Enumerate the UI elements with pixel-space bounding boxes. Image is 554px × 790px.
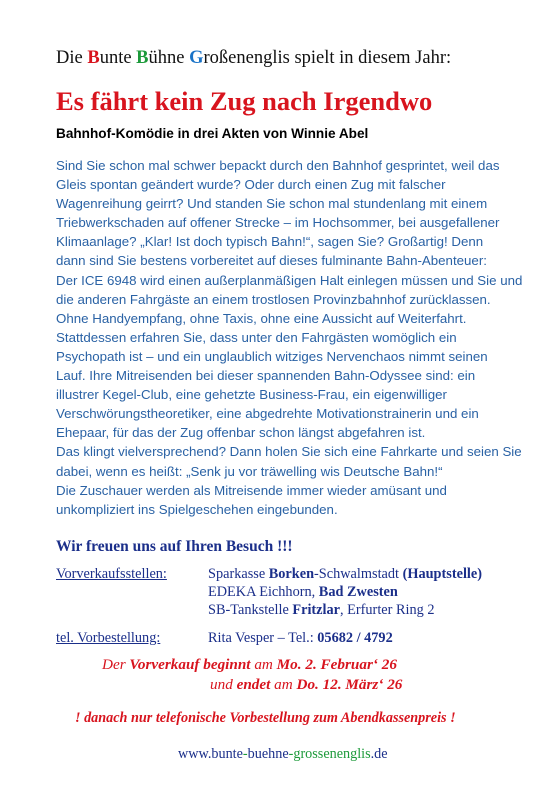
evening-box-office-note: ! danach nur telefonische Vorbestellung zum Abendkassenpreis ! (75, 710, 456, 726)
description-line: Ehepaar, für das der Zug offenbar schon längst abgefahren ist. (56, 425, 426, 441)
presale-end: und endet am Do. 12. März‘ 26 (210, 676, 403, 693)
description-line: Das klingt vielversprechend? Dann holen Sie sich eine Fahrkarte und seien Sie (56, 444, 522, 460)
presale-start: Der Vorverkauf beginnt am Mo. 2. Februar‘ 26 (102, 656, 397, 673)
description-line: Klimaanlage? „Klar! Ist doch typisch Bahn!“, sagen Sie? Großartig! Denn (56, 234, 484, 250)
description-line: Verschwörungstheoretiker, eine abgedrehte Motivationstrainerin und ein (56, 406, 479, 422)
intro-word-unte: unte (99, 48, 137, 68)
presale-location-2: EDEKA Eichhorn, Bad Zwesten (208, 584, 398, 600)
description-line: dabei, wenn es heißt: „Senk ju vor träwelling wis Deutsche Bahn!“ (56, 463, 443, 479)
phone-contact (208, 630, 393, 647)
description-line: Triebwerkschaden auf offener Strecke – im Hochsommer, bei ausgefallener (56, 215, 500, 231)
description-line: die anderen Fahrgäste an einem trostlosen Provinzbahnhof zurücklassen. (56, 291, 491, 307)
description-line: Gleis spontan geändert wurde? Oder durch einen Zug mit falscher (56, 177, 446, 193)
presale-location-3: SB-Tankstelle Fritzlar, Erfurter Ring 2 (208, 602, 435, 618)
description-line: unkompliziert ins Spielgeschehen eingebunden. (56, 501, 338, 517)
intro-word-rossenenglis: roßenenglis (203, 48, 290, 68)
description-line: Sind Sie schon mal schwer bepackt durch den Bahnhof gesprintet, weil das (56, 158, 500, 173)
description-line: Die Zuschauer werden als Mitreisende immer wieder amüsant und (56, 482, 447, 498)
description-line: illustrer Kegel-Club, eine gehetzte Business-Frau, ein eigenwilliger (56, 387, 447, 403)
intro-heading (56, 48, 451, 69)
welcome-message: Wir freuen uns auf Ihren Besuch !!! (56, 538, 293, 555)
intro-word-uehne: ühne (148, 48, 190, 68)
description-line: Stattdessen erfahren Sie, dass unter den Fahrgästen womöglich ein (56, 329, 457, 345)
presale-location-1: Sparkasse Borken-Schwalmstadt (Hauptstelle) (208, 566, 482, 582)
letter-b-green: B (136, 48, 149, 68)
description-line: dann sind Sie bestens vorbereitet auf dieses fulminante Bahn-Abenteuer: (56, 253, 487, 269)
website-link[interactable]: www.bunte-buehne-grossenenglis.de (178, 746, 388, 762)
description-line: Der ICE 6948 wird einen außerplanmäßigen Halt einlegen müssen und Sie und (56, 272, 523, 288)
presale-label: Vorverkaufsstellen: (56, 566, 167, 582)
letter-b-red: B (87, 48, 100, 68)
description (56, 156, 526, 519)
intro-text: Die (56, 48, 88, 68)
play-title: Es fährt kein Zug nach Irgendwo (56, 86, 433, 116)
contact-name: Rita Vesper – Tel.: (208, 630, 318, 646)
phone-number: 05682 / 4792 (317, 630, 393, 646)
play-subtitle: Bahnhof-Komödie in drei Akten von Winnie Abel (56, 126, 369, 141)
phone-label: tel. Vorbestellung: (56, 630, 161, 646)
description-line: Wagenreihung geirrt? Und standen Sie schon mal stundenlang mit einem (56, 196, 488, 212)
description-line: Psychopath ist – und ein unglaublich witziges Nervenchaos nimmt seinen (56, 348, 488, 364)
letter-g-blue: G (189, 48, 204, 68)
description-line: Lauf. Ihre Mitreisenden bei dieser spannenden Bahn-Odyssee sind: ein (56, 368, 476, 384)
description-line: Ohne Handyempfang, ohne Taxis, ohne eine Aussicht auf Weiterfahrt. (56, 310, 467, 326)
intro-suffix: spielt in diesem Jahr: (289, 48, 452, 68)
